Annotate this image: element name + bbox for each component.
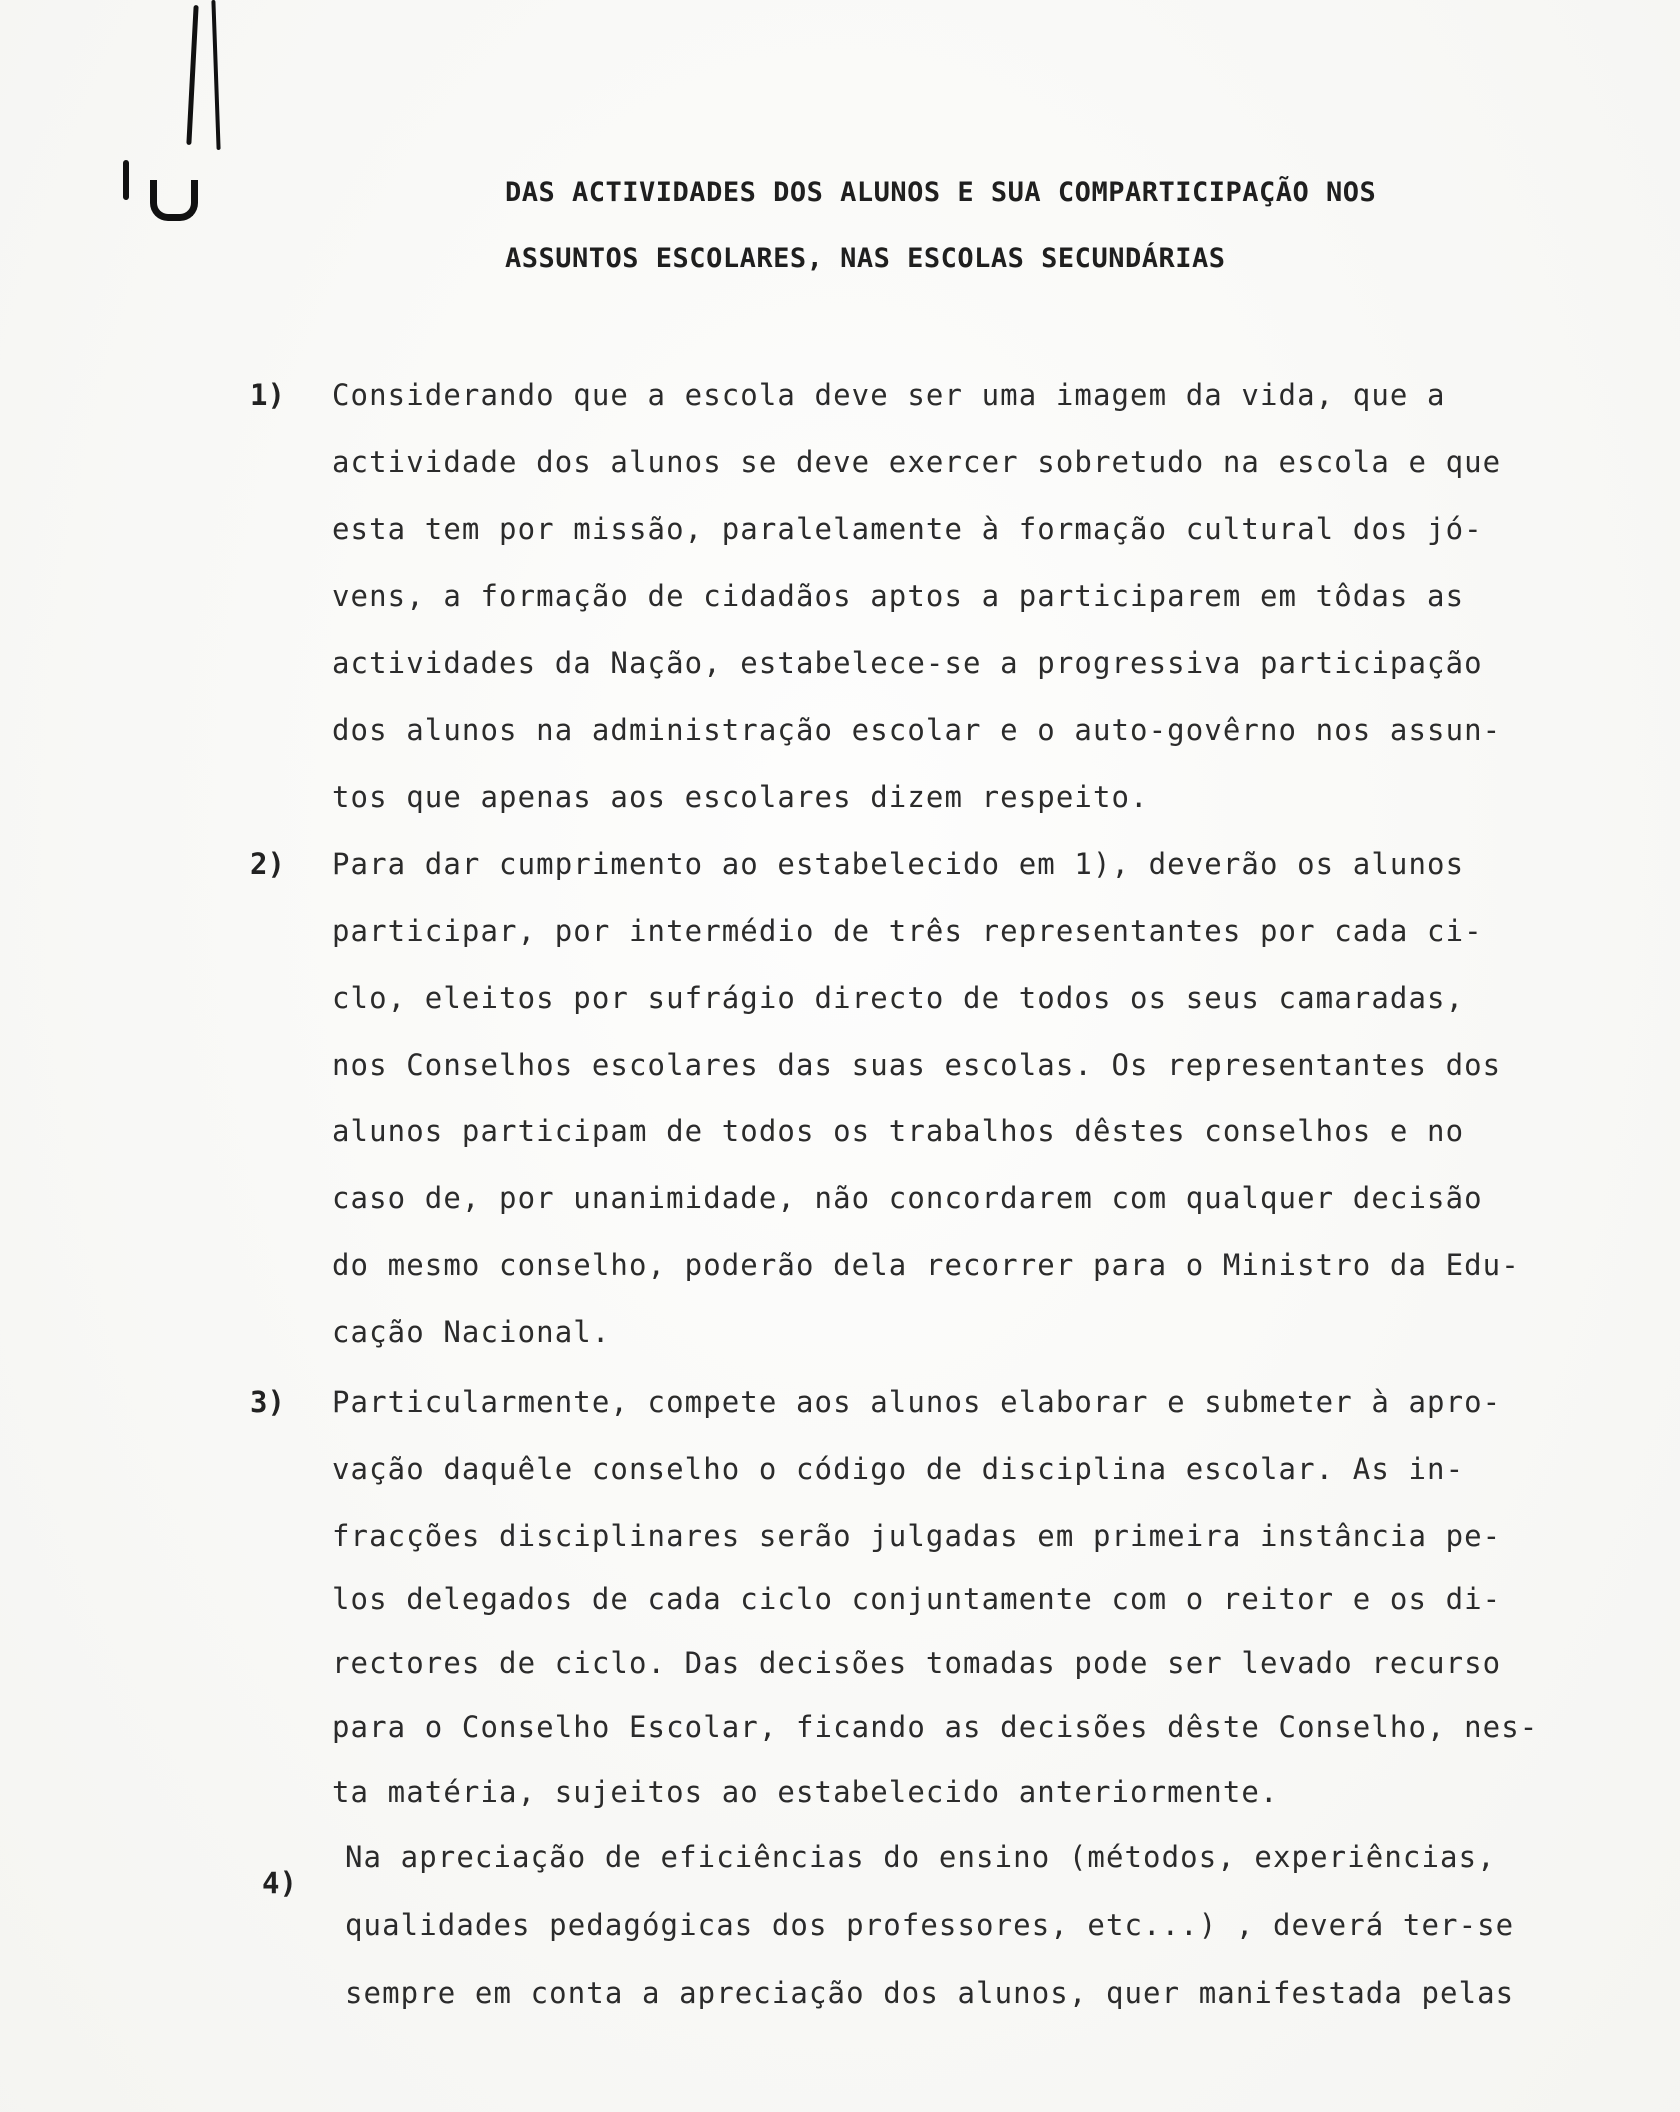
text-line: sempre em conta a apreciação dos alunos, quer manifestada pelas	[345, 1976, 1515, 2010]
title-line-1: DAS ACTIVIDADES DOS ALUNOS E SUA COMPARTICIPAÇÃO NOS	[505, 177, 1377, 208]
text-line: actividades da Nação, estabelece-se a progressiva participação	[332, 646, 1483, 680]
text-line: Considerando que a escola deve ser uma imagem da vida, que a	[332, 378, 1446, 412]
title-line-2: ASSUNTOS ESCOLARES, NAS ESCOLAS SECUNDÁRIAS	[505, 243, 1226, 274]
text-line: clo, eleitos por sufrágio directo de todos os seus camaradas,	[332, 981, 1465, 1015]
text-line: Particularmente, compete aos alunos elaborar e submeter à apro-	[332, 1385, 1502, 1419]
text-line: dos alunos na administração escolar e o auto-govêrno nos assun-	[332, 713, 1502, 747]
text-line: para o Conselho Escolar, ficando as decisões dêste Conselho, nes-	[332, 1710, 1539, 1744]
text-line: los delegados de cada ciclo conjuntamente com o reitor e os di-	[332, 1582, 1502, 1616]
text-line: do mesmo conselho, poderão dela recorrer para o Ministro da Edu-	[332, 1248, 1520, 1282]
text-line: nos Conselhos escolares das suas escolas. Os representantes dos	[332, 1048, 1502, 1082]
text-line: Para dar cumprimento ao estabelecido em 1), deverão os alunos	[332, 847, 1465, 881]
text-line: qualidades pedagógicas dos professores, etc...) , deverá ter-se	[345, 1908, 1515, 1942]
text-line: alunos participam de todos os trabalhos dêstes conselhos e no	[332, 1114, 1465, 1148]
text-line: Na apreciação de eficiências do ensino (métodos, experiências,	[345, 1840, 1496, 1874]
document-title	[505, 160, 1635, 292]
paragraph-number: 4)	[262, 1866, 297, 1900]
paragraph-number: 3)	[250, 1385, 285, 1419]
text-line: rectores de ciclo. Das decisões tomadas pode ser levado recurso	[332, 1646, 1502, 1680]
text-line: vens, a formação de cidadãos aptos a participarem em tôdas as	[332, 579, 1465, 613]
text-line: ta matéria, sujeitos ao estabelecido anteriormente.	[332, 1775, 1279, 1809]
text-line: cação Nacional.	[332, 1315, 611, 1349]
text-line: esta tem por missão, paralelamente à formação cultural dos jó-	[332, 512, 1483, 546]
text-line: participar, por intermédio de três representantes por cada ci-	[332, 914, 1483, 948]
text-line: caso de, por unanimidade, não concordarem com qualquer decisão	[332, 1181, 1483, 1215]
text-line: vação daquêle conselho o código de disciplina escolar. As in-	[332, 1452, 1465, 1486]
text-line: tos que apenas aos escolares dizem respeito.	[332, 780, 1149, 814]
text-line: actividade dos alunos se deve exercer sobretudo na escola e que	[332, 445, 1502, 479]
paragraph-number: 1)	[250, 378, 285, 412]
text-line: fracções disciplinares serão julgadas em primeira instância pe-	[332, 1519, 1502, 1553]
paragraph-number: 2)	[250, 847, 285, 881]
